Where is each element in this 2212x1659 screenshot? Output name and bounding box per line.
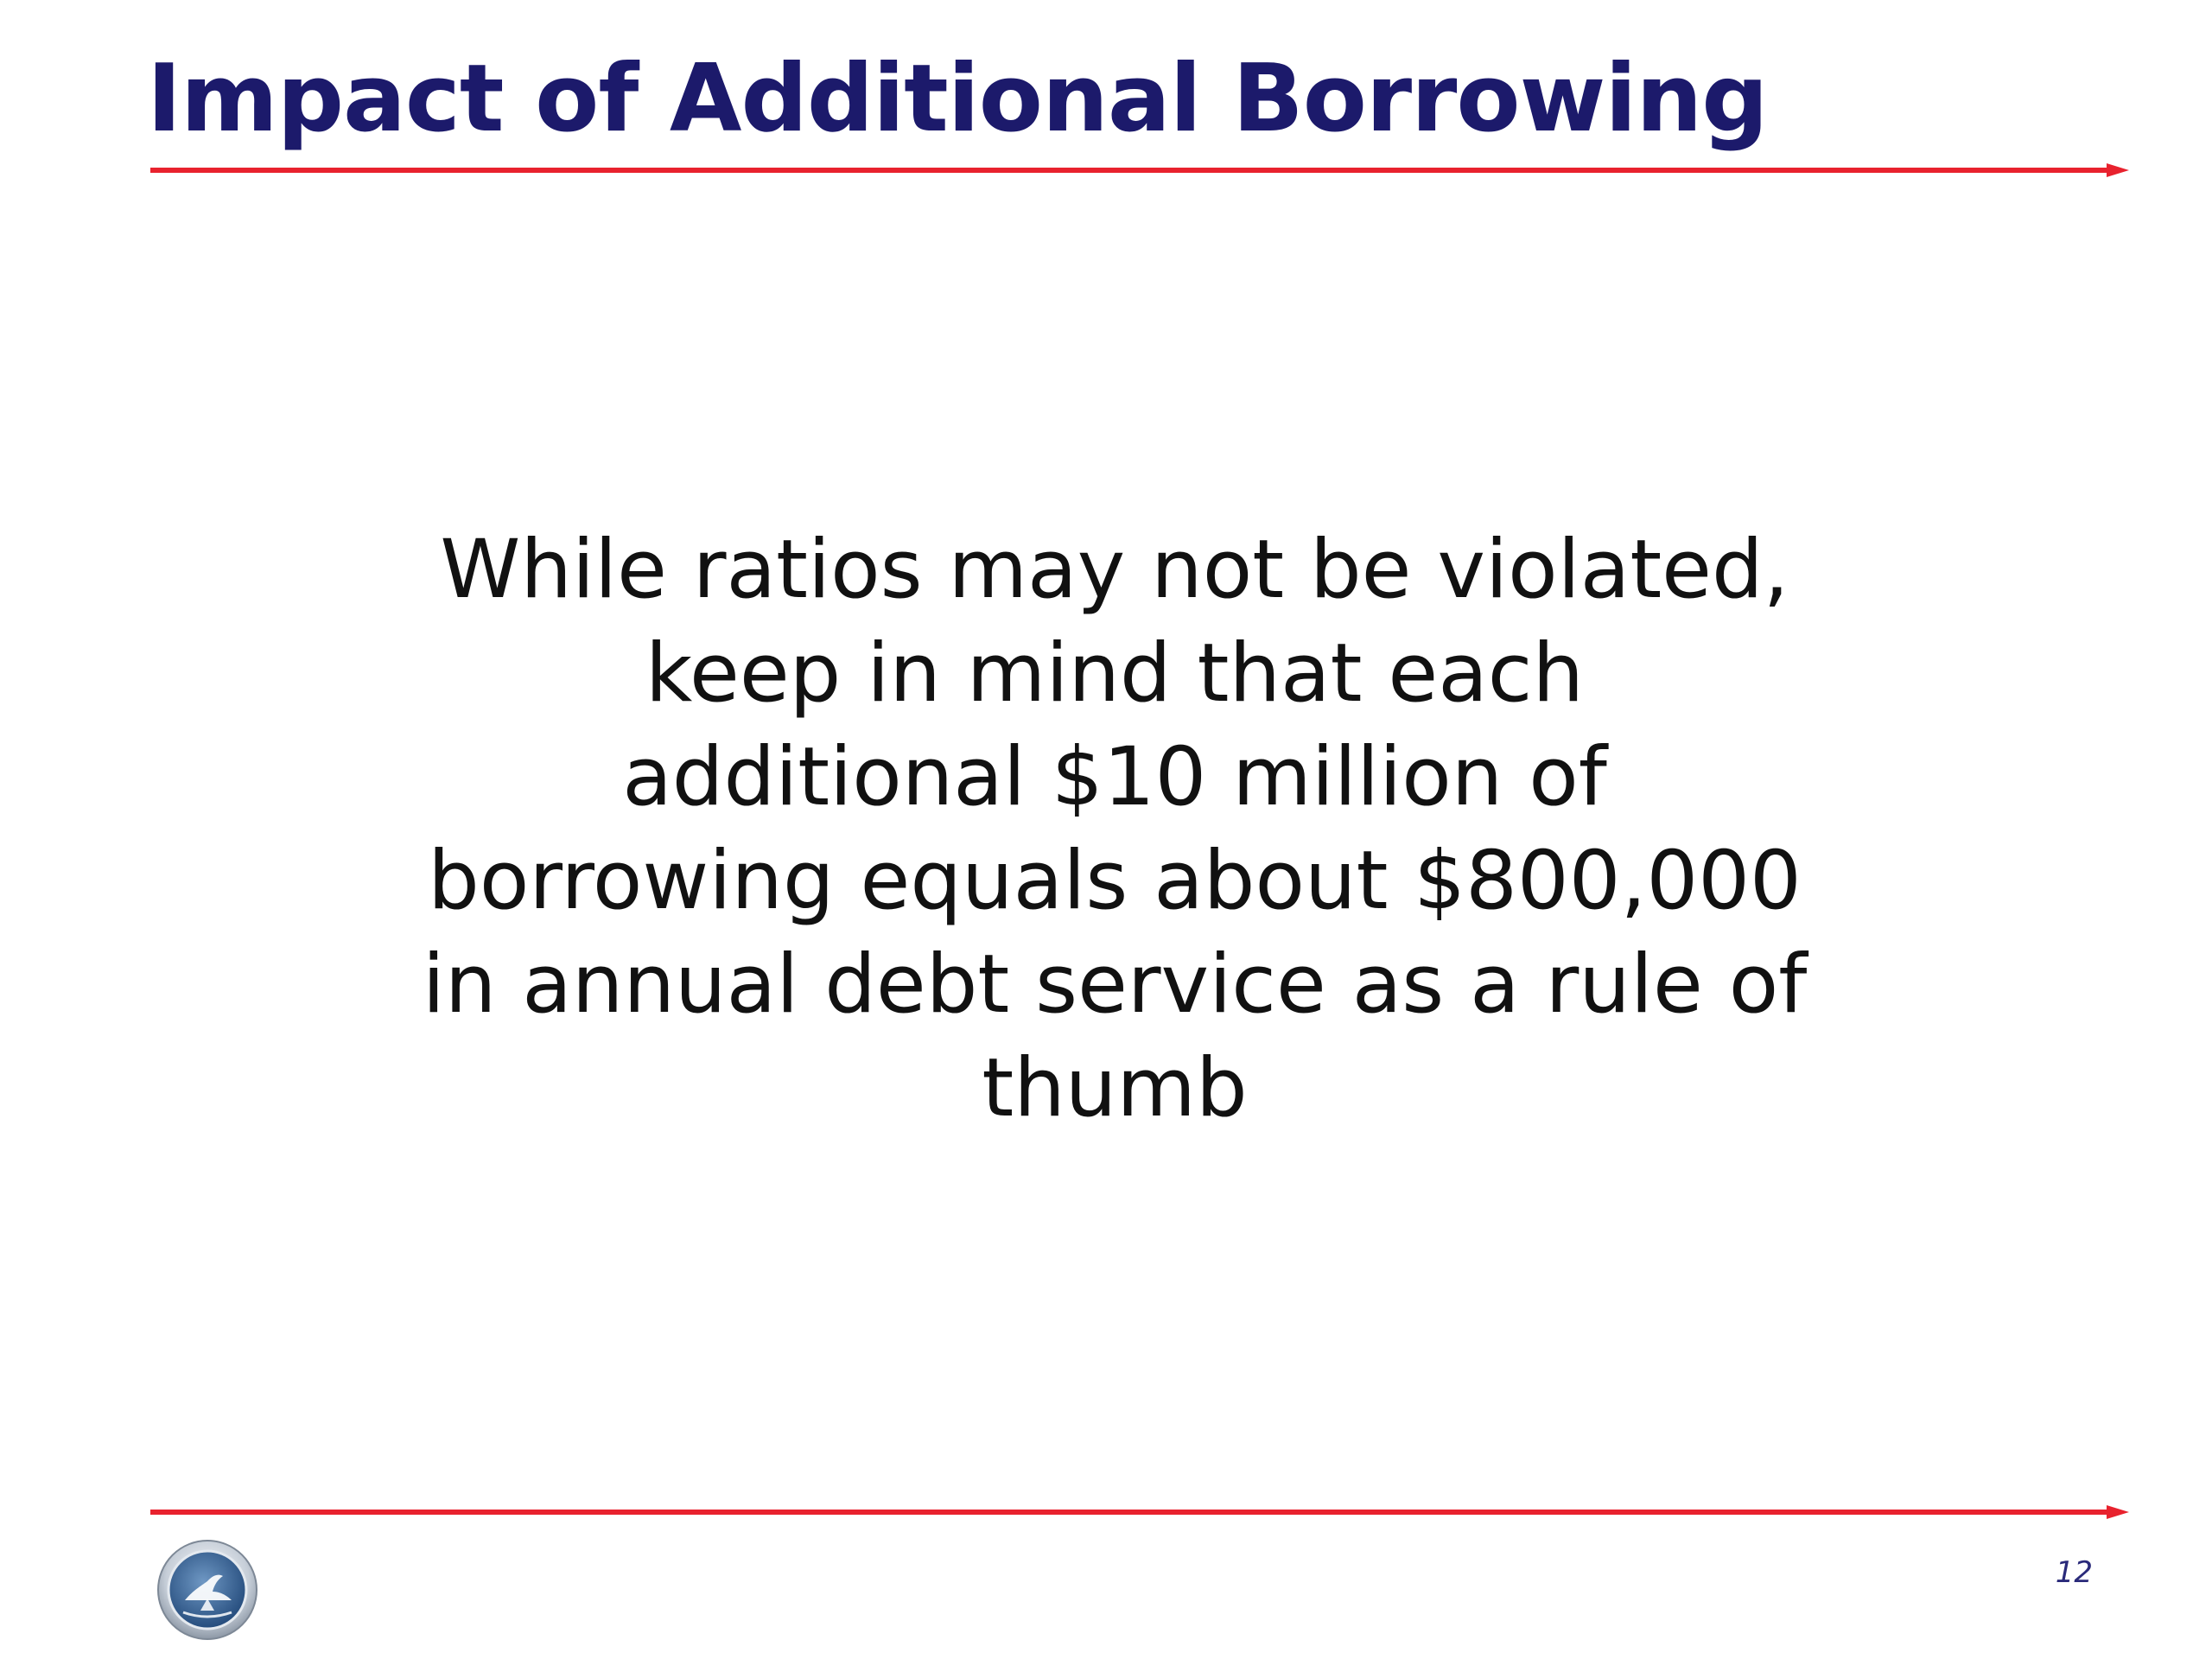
footer-divider-rule (150, 1510, 2110, 1515)
body-line: keep in mind that each (645, 626, 1585, 721)
body-line: in annual debt service as a rule of (422, 938, 1808, 1032)
body-line: thumb (982, 1041, 1248, 1135)
footer-divider-arrowhead (2107, 1505, 2129, 1519)
seal-logo-icon (156, 1538, 259, 1642)
slide-title: Impact of Additional Borrowing (147, 45, 1768, 153)
body-line: While ratios may not be violated, (440, 523, 1789, 617)
title-divider-rule (150, 168, 2110, 173)
title-divider-arrowhead (2107, 163, 2129, 177)
slide-body-text (285, 518, 1944, 1141)
body-line: borrowing equals about $800,000 (428, 834, 1802, 928)
body-line: additional $10 million of (622, 730, 1607, 824)
seal-logo-graphic (156, 1538, 259, 1642)
page-number: 12 (2055, 1555, 2093, 1590)
